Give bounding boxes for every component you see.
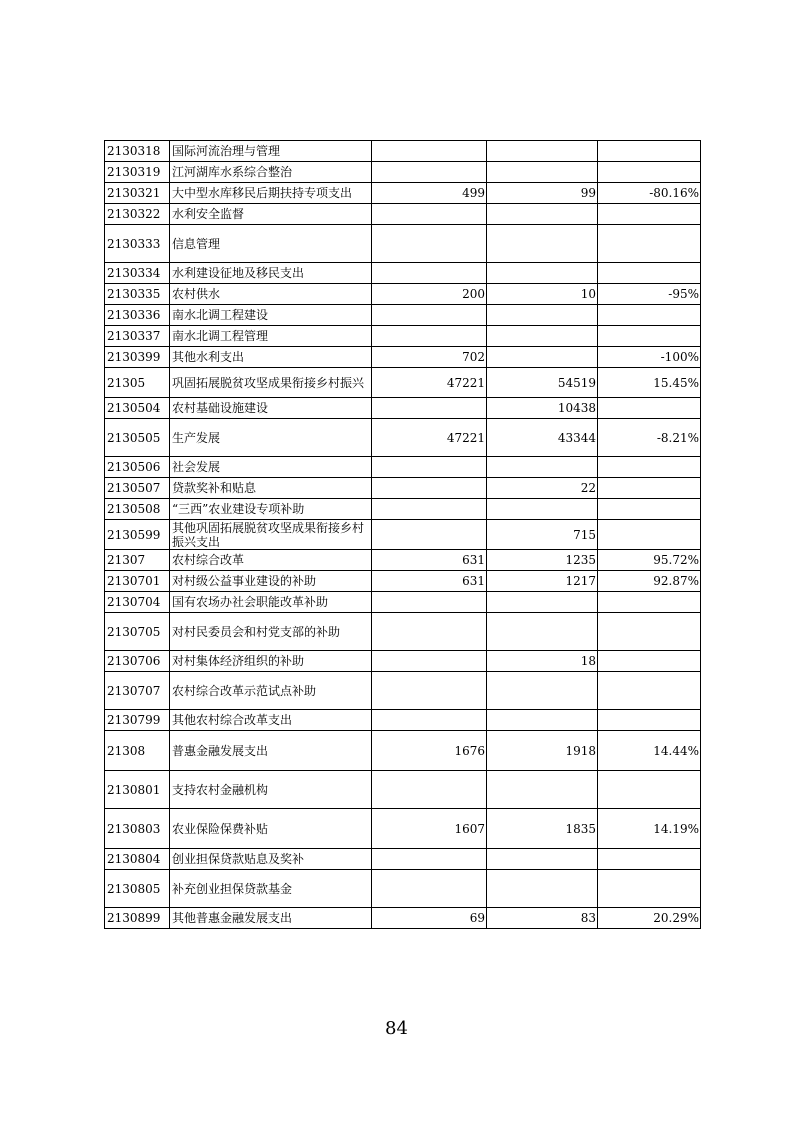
row-value-prev: 47221 xyxy=(372,368,487,398)
table-row xyxy=(105,520,701,550)
row-code: 2130704 xyxy=(105,592,170,613)
row-name: 农村综合改革示范试点补助 xyxy=(170,672,372,710)
row-value-curr xyxy=(487,672,598,710)
row-name: 水利安全监督 xyxy=(170,204,372,225)
row-name: 国际河流治理与管理 xyxy=(170,141,372,162)
table-row xyxy=(105,771,701,809)
table-row xyxy=(105,368,701,398)
row-change-percent xyxy=(598,651,701,672)
table-row xyxy=(105,672,701,710)
row-change-percent xyxy=(598,499,701,520)
row-value-prev xyxy=(372,398,487,419)
row-value-curr xyxy=(487,870,598,908)
row-value-curr: 10 xyxy=(487,284,598,305)
row-value-prev: 631 xyxy=(372,571,487,592)
row-change-percent xyxy=(598,672,701,710)
row-change-percent xyxy=(598,326,701,347)
row-value-curr: 715 xyxy=(487,520,598,550)
row-code: 2130899 xyxy=(105,908,170,929)
table-row xyxy=(105,457,701,478)
row-value-prev xyxy=(372,141,487,162)
row-value-curr xyxy=(487,499,598,520)
row-value-prev: 47221 xyxy=(372,419,487,457)
row-name: 其他水利支出 xyxy=(170,347,372,368)
row-value-curr xyxy=(487,771,598,809)
row-change-percent xyxy=(598,870,701,908)
row-value-prev xyxy=(372,305,487,326)
row-value-curr xyxy=(487,204,598,225)
row-change-percent xyxy=(598,849,701,870)
table-row xyxy=(105,613,701,651)
row-value-curr: 1235 xyxy=(487,550,598,571)
row-name: 创业担保贷款贴息及奖补 xyxy=(170,849,372,870)
row-name: 其他普惠金融发展支出 xyxy=(170,908,372,929)
row-name: 农业保险保费补贴 xyxy=(170,809,372,849)
row-change-percent: 14.19% xyxy=(598,809,701,849)
table-row xyxy=(105,651,701,672)
row-name: 对村级公益事业建设的补助 xyxy=(170,571,372,592)
row-code: 2130804 xyxy=(105,849,170,870)
table-row xyxy=(105,347,701,368)
row-change-percent xyxy=(598,141,701,162)
row-code: 2130319 xyxy=(105,162,170,183)
row-code: 2130507 xyxy=(105,478,170,499)
row-change-percent: 15.45% xyxy=(598,368,701,398)
row-change-percent xyxy=(598,263,701,284)
table-row xyxy=(105,592,701,613)
table-row xyxy=(105,849,701,870)
row-code: 2130707 xyxy=(105,672,170,710)
row-name: 农村综合改革 xyxy=(170,550,372,571)
row-code: 2130705 xyxy=(105,613,170,651)
row-code: 2130505 xyxy=(105,419,170,457)
row-code: 21308 xyxy=(105,731,170,771)
page-number: 84 xyxy=(385,1018,408,1039)
row-change-percent xyxy=(598,478,701,499)
row-change-percent xyxy=(598,225,701,263)
row-code: 2130506 xyxy=(105,457,170,478)
row-name: 水利建设征地及移民支出 xyxy=(170,263,372,284)
table-row xyxy=(105,204,701,225)
row-change-percent xyxy=(598,162,701,183)
table-row xyxy=(105,499,701,520)
row-value-curr xyxy=(487,305,598,326)
row-change-percent: -100% xyxy=(598,347,701,368)
table-row xyxy=(105,731,701,771)
row-code: 2130801 xyxy=(105,771,170,809)
row-value-curr xyxy=(487,710,598,731)
row-change-percent: -8.21% xyxy=(598,419,701,457)
row-value-prev xyxy=(372,849,487,870)
row-value-prev xyxy=(372,499,487,520)
row-value-curr xyxy=(487,263,598,284)
row-value-curr xyxy=(487,225,598,263)
row-name: 补充创业担保贷款基金 xyxy=(170,870,372,908)
row-name: 普惠金融发展支出 xyxy=(170,731,372,771)
row-value-prev: 1607 xyxy=(372,809,487,849)
row-value-curr xyxy=(487,326,598,347)
row-value-curr: 18 xyxy=(487,651,598,672)
row-change-percent xyxy=(598,613,701,651)
budget-table-body xyxy=(105,141,701,929)
row-code: 21307 xyxy=(105,550,170,571)
row-name: 南水北调工程建设 xyxy=(170,305,372,326)
row-value-prev: 1676 xyxy=(372,731,487,771)
table-row xyxy=(105,571,701,592)
table-row xyxy=(105,305,701,326)
row-name: 大中型水库移民后期扶持专项支出 xyxy=(170,183,372,204)
table-row xyxy=(105,478,701,499)
row-value-prev xyxy=(372,326,487,347)
row-value-curr: 1835 xyxy=(487,809,598,849)
row-name: 其他农村综合改革支出 xyxy=(170,710,372,731)
table-row xyxy=(105,225,701,263)
row-code: 2130706 xyxy=(105,651,170,672)
row-name: 农村供水 xyxy=(170,284,372,305)
row-name: 国有农场办社会职能改革补助 xyxy=(170,592,372,613)
row-name: 对村民委员会和村党支部的补助 xyxy=(170,613,372,651)
row-value-curr: 10438 xyxy=(487,398,598,419)
table-row xyxy=(105,870,701,908)
row-code: 2130335 xyxy=(105,284,170,305)
row-code: 2130399 xyxy=(105,347,170,368)
table-row xyxy=(105,398,701,419)
row-change-percent xyxy=(598,398,701,419)
row-change-percent xyxy=(598,204,701,225)
table-row xyxy=(105,908,701,929)
row-name: 江河湖库水系综合整治 xyxy=(170,162,372,183)
row-change-percent: -95% xyxy=(598,284,701,305)
row-code: 2130803 xyxy=(105,809,170,849)
row-value-prev xyxy=(372,672,487,710)
row-change-percent: 20.29% xyxy=(598,908,701,929)
row-name: 巩固拓展脱贫攻坚成果衔接乡村振兴 xyxy=(170,368,372,398)
row-name: 信息管理 xyxy=(170,225,372,263)
row-code: 2130599 xyxy=(105,520,170,550)
table-row xyxy=(105,326,701,347)
budget-table xyxy=(104,140,701,929)
row-value-prev: 200 xyxy=(372,284,487,305)
row-change-percent: 95.72% xyxy=(598,550,701,571)
table-row xyxy=(105,809,701,849)
table-row xyxy=(105,550,701,571)
row-code: 2130805 xyxy=(105,870,170,908)
row-change-percent: -80.16% xyxy=(598,183,701,204)
row-value-curr: 22 xyxy=(487,478,598,499)
row-code: 2130508 xyxy=(105,499,170,520)
row-code: 2130334 xyxy=(105,263,170,284)
row-change-percent xyxy=(598,592,701,613)
row-code: 2130337 xyxy=(105,326,170,347)
row-name: 贷款奖补和贴息 xyxy=(170,478,372,499)
row-code: 2130321 xyxy=(105,183,170,204)
row-value-curr xyxy=(487,592,598,613)
row-value-curr: 1918 xyxy=(487,731,598,771)
row-code: 2130799 xyxy=(105,710,170,731)
row-code: 2130322 xyxy=(105,204,170,225)
row-code: 2130336 xyxy=(105,305,170,326)
row-code: 2130333 xyxy=(105,225,170,263)
row-name: “三西”农业建设专项补助 xyxy=(170,499,372,520)
row-change-percent: 14.44% xyxy=(598,731,701,771)
row-value-curr xyxy=(487,849,598,870)
row-value-prev: 69 xyxy=(372,908,487,929)
row-value-prev xyxy=(372,478,487,499)
row-code: 2130318 xyxy=(105,141,170,162)
row-name: 南水北调工程管理 xyxy=(170,326,372,347)
table-row xyxy=(105,419,701,457)
table-row xyxy=(105,710,701,731)
row-change-percent xyxy=(598,520,701,550)
row-change-percent xyxy=(598,457,701,478)
table-row xyxy=(105,162,701,183)
row-name: 社会发展 xyxy=(170,457,372,478)
row-change-percent xyxy=(598,305,701,326)
row-value-prev: 499 xyxy=(372,183,487,204)
row-value-prev xyxy=(372,651,487,672)
row-value-prev xyxy=(372,225,487,263)
row-change-percent xyxy=(598,710,701,731)
row-change-percent: 92.87% xyxy=(598,571,701,592)
row-value-curr xyxy=(487,613,598,651)
row-name: 支持农村金融机构 xyxy=(170,771,372,809)
row-value-prev xyxy=(372,771,487,809)
row-name: 其他巩固拓展脱贫攻坚成果衔接乡村振兴支出 xyxy=(170,520,372,550)
row-code: 2130701 xyxy=(105,571,170,592)
row-value-prev xyxy=(372,520,487,550)
table-row xyxy=(105,263,701,284)
row-code: 21305 xyxy=(105,368,170,398)
row-code: 2130504 xyxy=(105,398,170,419)
row-name: 农村基础设施建设 xyxy=(170,398,372,419)
row-value-curr: 43344 xyxy=(487,419,598,457)
row-value-curr xyxy=(487,162,598,183)
row-value-curr xyxy=(487,141,598,162)
row-value-prev xyxy=(372,613,487,651)
table-row xyxy=(105,141,701,162)
row-value-curr: 54519 xyxy=(487,368,598,398)
row-value-curr: 1217 xyxy=(487,571,598,592)
row-value-curr: 83 xyxy=(487,908,598,929)
row-value-prev xyxy=(372,263,487,284)
row-value-prev xyxy=(372,592,487,613)
table-row xyxy=(105,284,701,305)
table-row xyxy=(105,183,701,204)
row-name: 对村集体经济组织的补助 xyxy=(170,651,372,672)
row-value-prev xyxy=(372,710,487,731)
row-value-curr xyxy=(487,457,598,478)
row-value-prev: 631 xyxy=(372,550,487,571)
row-value-prev xyxy=(372,457,487,478)
row-name: 生产发展 xyxy=(170,419,372,457)
row-value-curr: 99 xyxy=(487,183,598,204)
row-value-prev xyxy=(372,870,487,908)
row-change-percent xyxy=(598,771,701,809)
row-value-curr xyxy=(487,347,598,368)
row-value-prev xyxy=(372,204,487,225)
row-value-prev: 702 xyxy=(372,347,487,368)
row-value-prev xyxy=(372,162,487,183)
